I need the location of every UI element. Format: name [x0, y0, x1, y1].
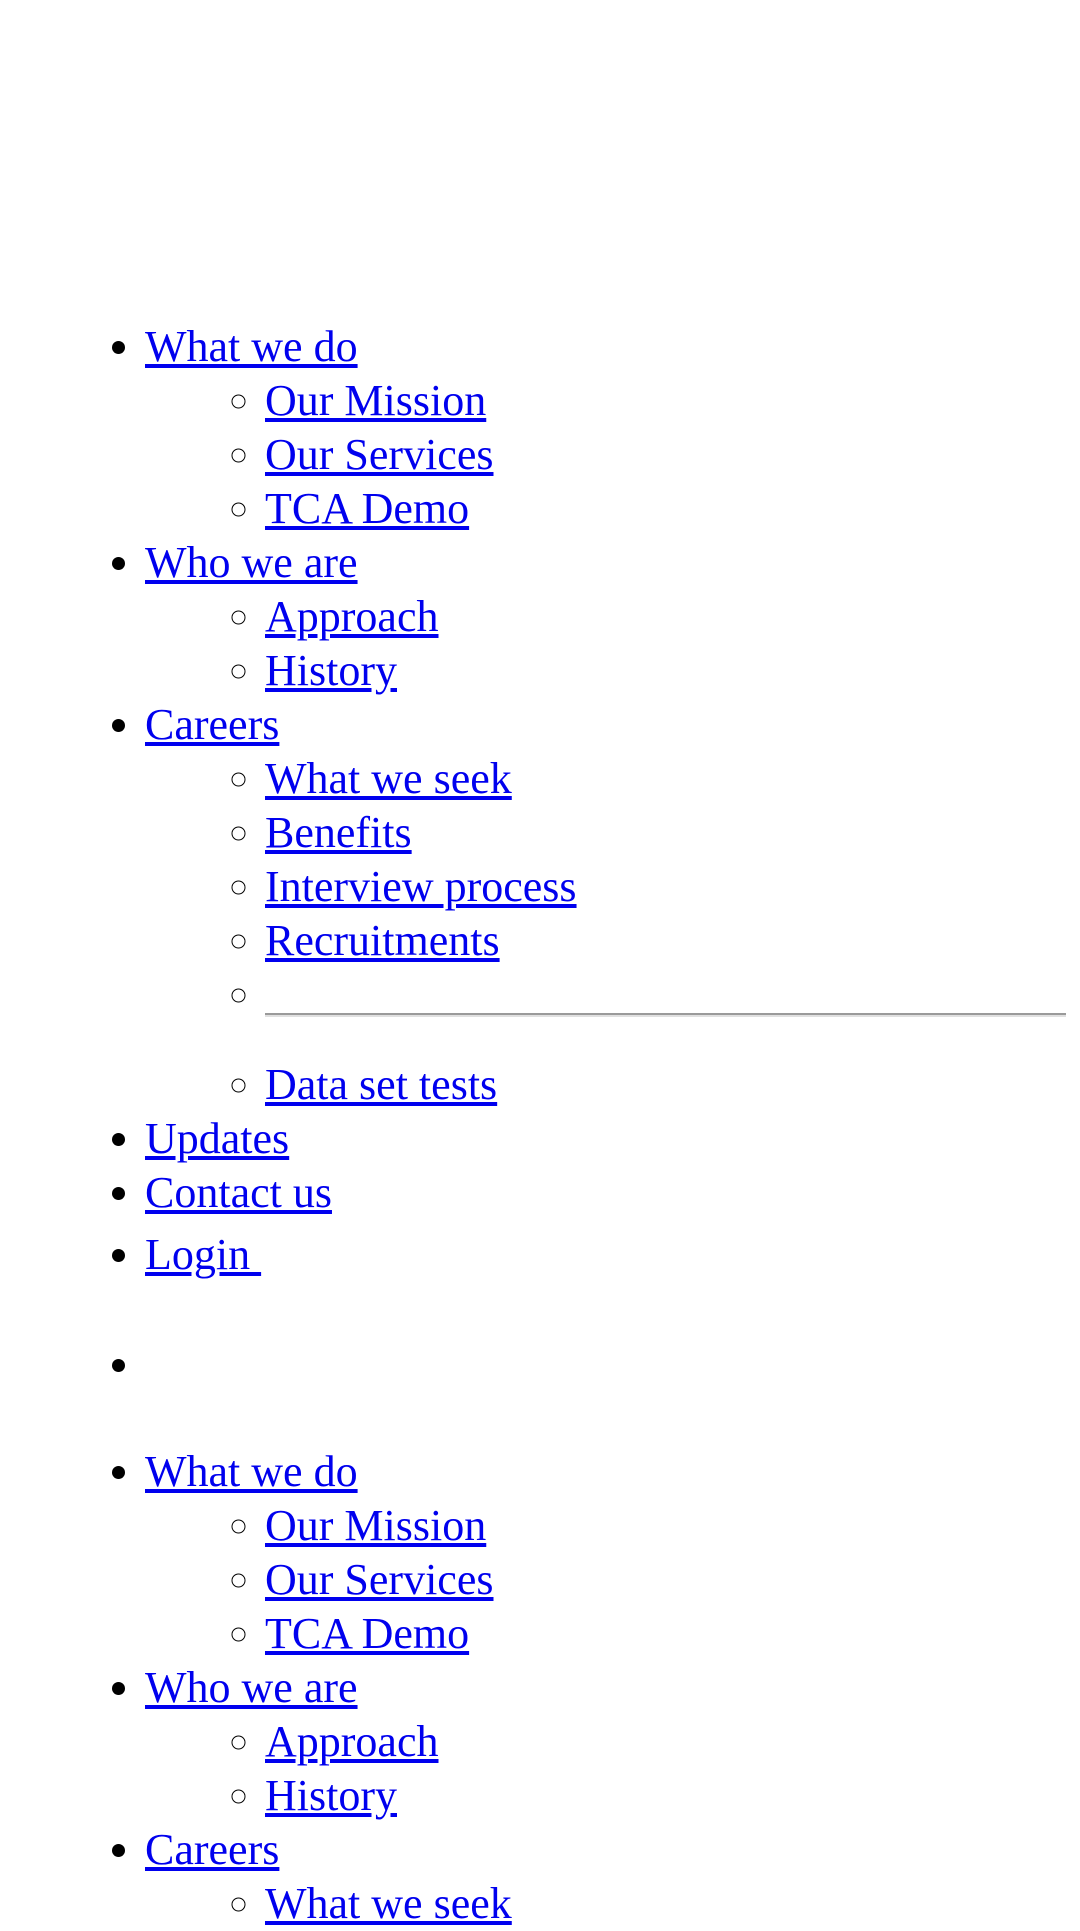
nav-subitem-approach [265, 1715, 1080, 1769]
who-we-are-submenu [145, 590, 1080, 698]
our-services-link[interactable]: Our Services [265, 1555, 494, 1604]
what-we-do-submenu [145, 374, 1080, 536]
careers-link[interactable]: Careers [145, 700, 280, 749]
nav-item-what-we-do [145, 320, 1080, 536]
nav-subitem-our-mission [265, 374, 1080, 428]
nav-item-careers [145, 698, 1080, 1112]
what-we-do-submenu [145, 1499, 1080, 1661]
data-set-tests-link[interactable]: Data set tests [265, 1060, 498, 1109]
who-we-are-link[interactable]: Who we are [145, 538, 358, 587]
history-link[interactable]: History [265, 1771, 397, 1820]
what-we-seek-link[interactable]: What we seek [265, 1879, 512, 1928]
tca-demo-link[interactable]: TCA Demo [265, 1609, 470, 1658]
careers-submenu [145, 1877, 1080, 1931]
recruitments-link[interactable]: Recruitments [265, 916, 500, 965]
nav-subitem-history [265, 644, 1080, 698]
nav-subitem-our-services [265, 428, 1080, 482]
interview-process-link[interactable]: Interview process [265, 862, 577, 911]
who-we-are-submenu [145, 1715, 1080, 1823]
nav-item-who-we-are [145, 1661, 1080, 1823]
contact-us-link[interactable]: Contact us [145, 1168, 332, 1217]
our-mission-link[interactable]: Our Mission [265, 376, 487, 425]
nav-item-updates [145, 1112, 1080, 1166]
what-we-do-link[interactable]: What we do [145, 322, 358, 371]
nav-item-what-we-do [145, 1445, 1080, 1661]
login-link[interactable]: Login [145, 1230, 262, 1279]
nav-item-login [145, 1220, 1080, 1290]
nav-subitem-history [265, 1769, 1080, 1823]
approach-link[interactable]: Approach [265, 1717, 439, 1766]
history-link[interactable]: History [265, 646, 397, 695]
benefits-link[interactable]: Benefits [265, 808, 412, 857]
our-mission-link[interactable]: Our Mission [265, 1501, 487, 1550]
who-we-are-link[interactable]: Who we are [145, 1663, 358, 1712]
nav-subitem-what-we-seek [265, 1877, 1080, 1931]
repeated-nav-menu [145, 1445, 1080, 1931]
nav-subitem-interview-process [265, 860, 1080, 914]
nav-subitem-tca-demo [265, 1607, 1080, 1661]
horizontal-rule [265, 1013, 1066, 1017]
nav-subitem-what-we-seek [265, 752, 1080, 806]
nav-subitem-tca-demo [265, 482, 1080, 536]
nav-subitem-recruitments [265, 914, 1080, 968]
careers-link[interactable]: Careers [145, 1825, 280, 1874]
approach-link[interactable]: Approach [265, 592, 439, 641]
nav-subitem-data-set-tests [265, 1058, 1080, 1112]
what-we-seek-link[interactable]: What we seek [265, 754, 512, 803]
what-we-do-link[interactable]: What we do [145, 1447, 358, 1496]
updates-link[interactable]: Updates [145, 1114, 290, 1163]
nav-item-empty [145, 1290, 1080, 1440]
nav-item-careers [145, 1823, 1080, 1931]
main-nav-menu [145, 320, 1080, 1440]
nav-item-contact-us [145, 1166, 1080, 1220]
separator-container [265, 968, 1080, 1058]
careers-submenu [145, 752, 1080, 1112]
nav-subitem-approach [265, 590, 1080, 644]
nav-item-who-we-are [145, 536, 1080, 698]
nav-subitem-our-mission [265, 1499, 1080, 1553]
tca-demo-link[interactable]: TCA Demo [265, 484, 470, 533]
our-services-link[interactable]: Our Services [265, 430, 494, 479]
nav-subitem-separator [265, 968, 1080, 1058]
nav-subitem-our-services [265, 1553, 1080, 1607]
nav-subitem-benefits [265, 806, 1080, 860]
